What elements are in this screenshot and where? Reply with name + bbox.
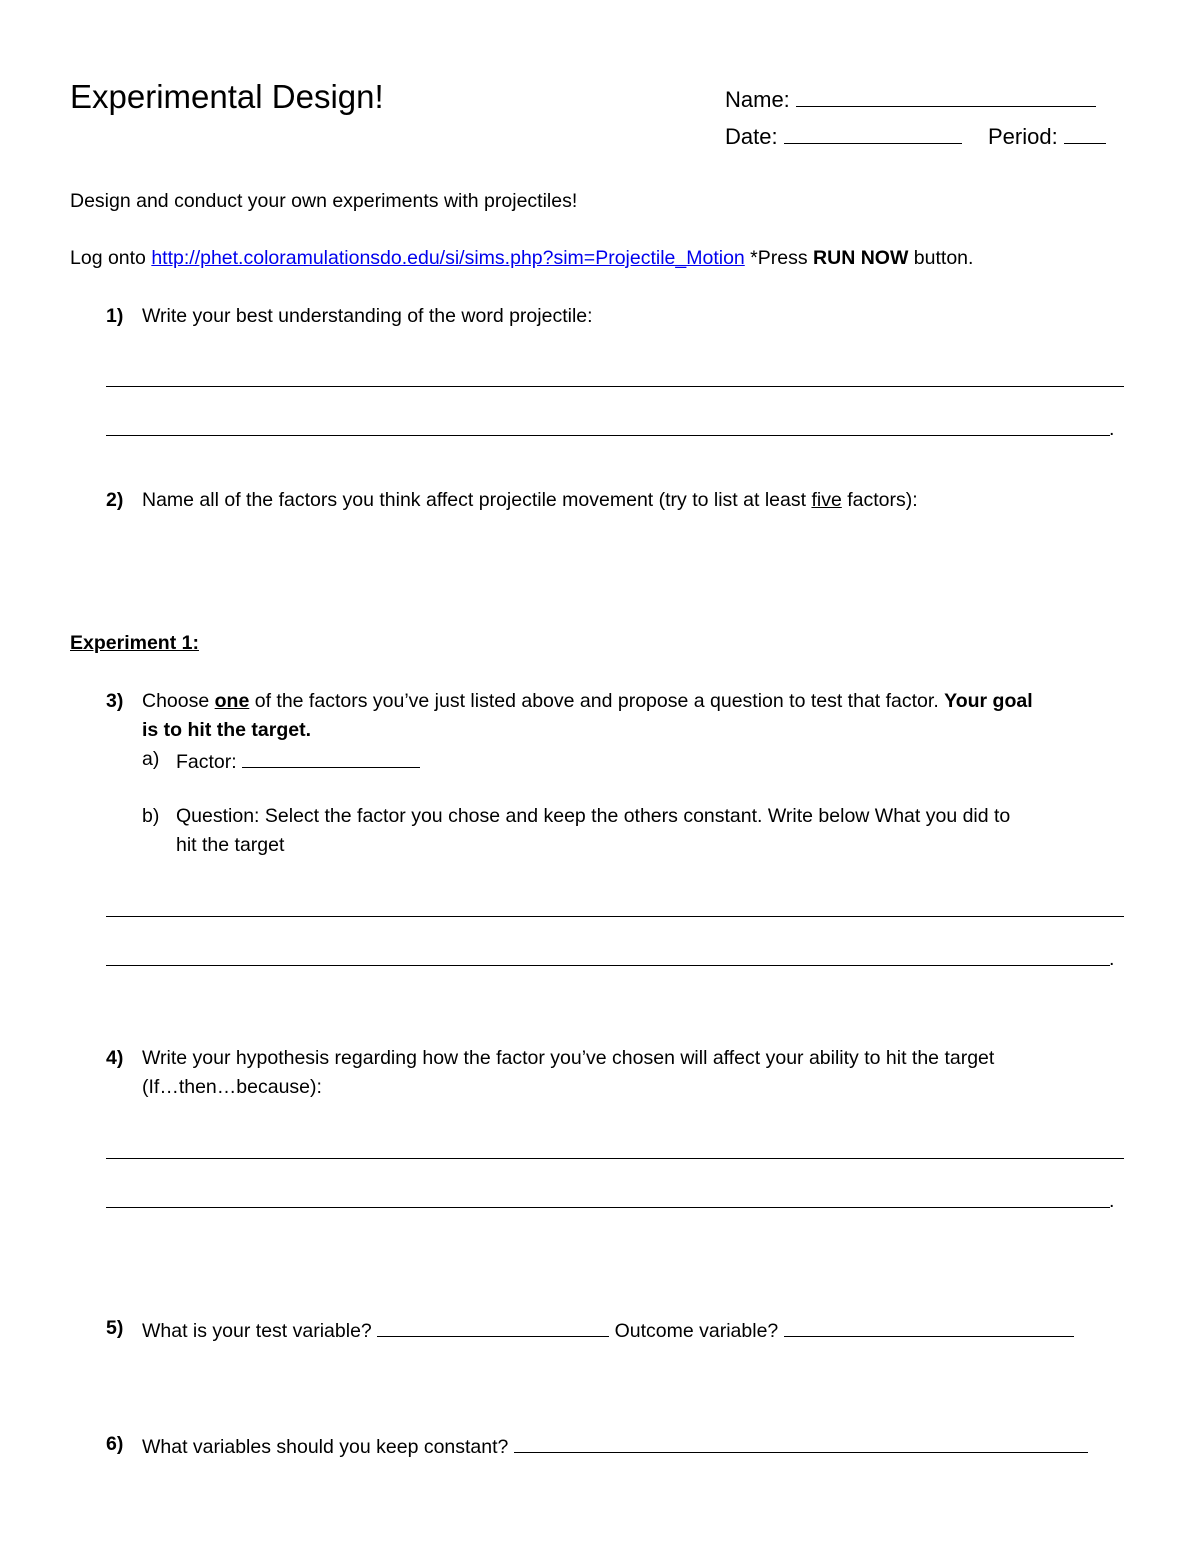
q4-text-2: (If…then…because): [142, 1076, 322, 1098]
period-field[interactable] [1064, 124, 1106, 144]
q1-answer-line-2[interactable] [106, 435, 1110, 436]
q3a-label: a) [142, 748, 160, 770]
q2-five: five [811, 489, 842, 511]
q4-answer-line-2[interactable] [106, 1207, 1110, 1208]
q3-answer-line-1[interactable] [106, 916, 1124, 917]
q2-text [142, 489, 918, 512]
q1-period: . [1109, 418, 1115, 440]
q4-text-1: Write your hypothesis regarding how the factor you’ve chosen will affect your ability to hit the target [142, 1047, 995, 1069]
run-now-text: RUN NOW [813, 247, 909, 269]
q3-goal-2: is to hit the target. [142, 719, 312, 741]
date-row [725, 124, 1106, 150]
factor-field[interactable] [242, 748, 420, 768]
q3-one: one [214, 690, 250, 712]
q3-number: 3) [106, 690, 124, 712]
name-row [725, 87, 1096, 113]
press-prefix: *Press [744, 247, 814, 269]
q3b-text-1: Question: Select the factor you chose and keep the others constant. Write below What you did to [176, 805, 1011, 827]
q1-number: 1) [106, 305, 124, 327]
log-line [70, 247, 973, 270]
q5-row [142, 1317, 1074, 1343]
constant-variables-field[interactable] [514, 1433, 1088, 1453]
factor-label: Factor: [176, 751, 243, 773]
q2-number: 2) [106, 489, 124, 511]
q1-answer-line-1[interactable] [106, 386, 1124, 387]
q6-number: 6) [106, 1433, 124, 1455]
period-label: Period: [987, 124, 1058, 149]
experiment-heading: Experiment 1: [70, 632, 199, 654]
q3-period: . [1109, 948, 1115, 970]
phet-link[interactable]: http://phet.coloramulationsdo.edu/si/sims.php?sim=Projectile_Motion [151, 247, 745, 269]
q4-answer-line-1[interactable] [106, 1158, 1124, 1159]
test-variable-field[interactable] [377, 1317, 609, 1337]
q6-row [142, 1433, 1088, 1459]
q3b-text-2: hit the target [176, 834, 285, 856]
outcome-variable-label: Outcome variable? [609, 1320, 784, 1342]
date-label: Date: [725, 124, 778, 149]
q4-number: 4) [106, 1047, 124, 1069]
press-suffix: button. [908, 247, 974, 269]
q3a-row [176, 748, 420, 774]
q2-text-a: Name all of the factors you think affect projectile movement (try to list at least [142, 489, 812, 511]
q3-goal-1: Your goal [944, 690, 1033, 712]
q1-text: Write your best understanding of the word projectile: [142, 305, 593, 327]
name-field[interactable] [796, 87, 1096, 107]
test-variable-label: What is your test variable? [142, 1320, 378, 1342]
page-title: Experimental Design! [70, 78, 384, 115]
outcome-variable-field[interactable] [784, 1317, 1074, 1337]
intro-text: Design and conduct your own experiments with projectiles! [70, 190, 578, 212]
log-prefix: Log onto [70, 247, 152, 269]
q4-period: . [1109, 1190, 1115, 1212]
q3-line-1 [142, 690, 1033, 713]
name-label: Name: [725, 87, 790, 112]
q3-answer-line-2[interactable] [106, 965, 1110, 966]
q3-mid: of the factors you’ve just listed above and propose a question to test that factor. [249, 690, 945, 712]
q2-text-b: factors): [841, 489, 918, 511]
constant-variables-label: What variables should you keep constant? [142, 1436, 514, 1458]
date-field[interactable] [784, 124, 962, 144]
q3-pre: Choose [142, 690, 215, 712]
q5-number: 5) [106, 1317, 124, 1339]
q3b-label: b) [142, 805, 160, 827]
